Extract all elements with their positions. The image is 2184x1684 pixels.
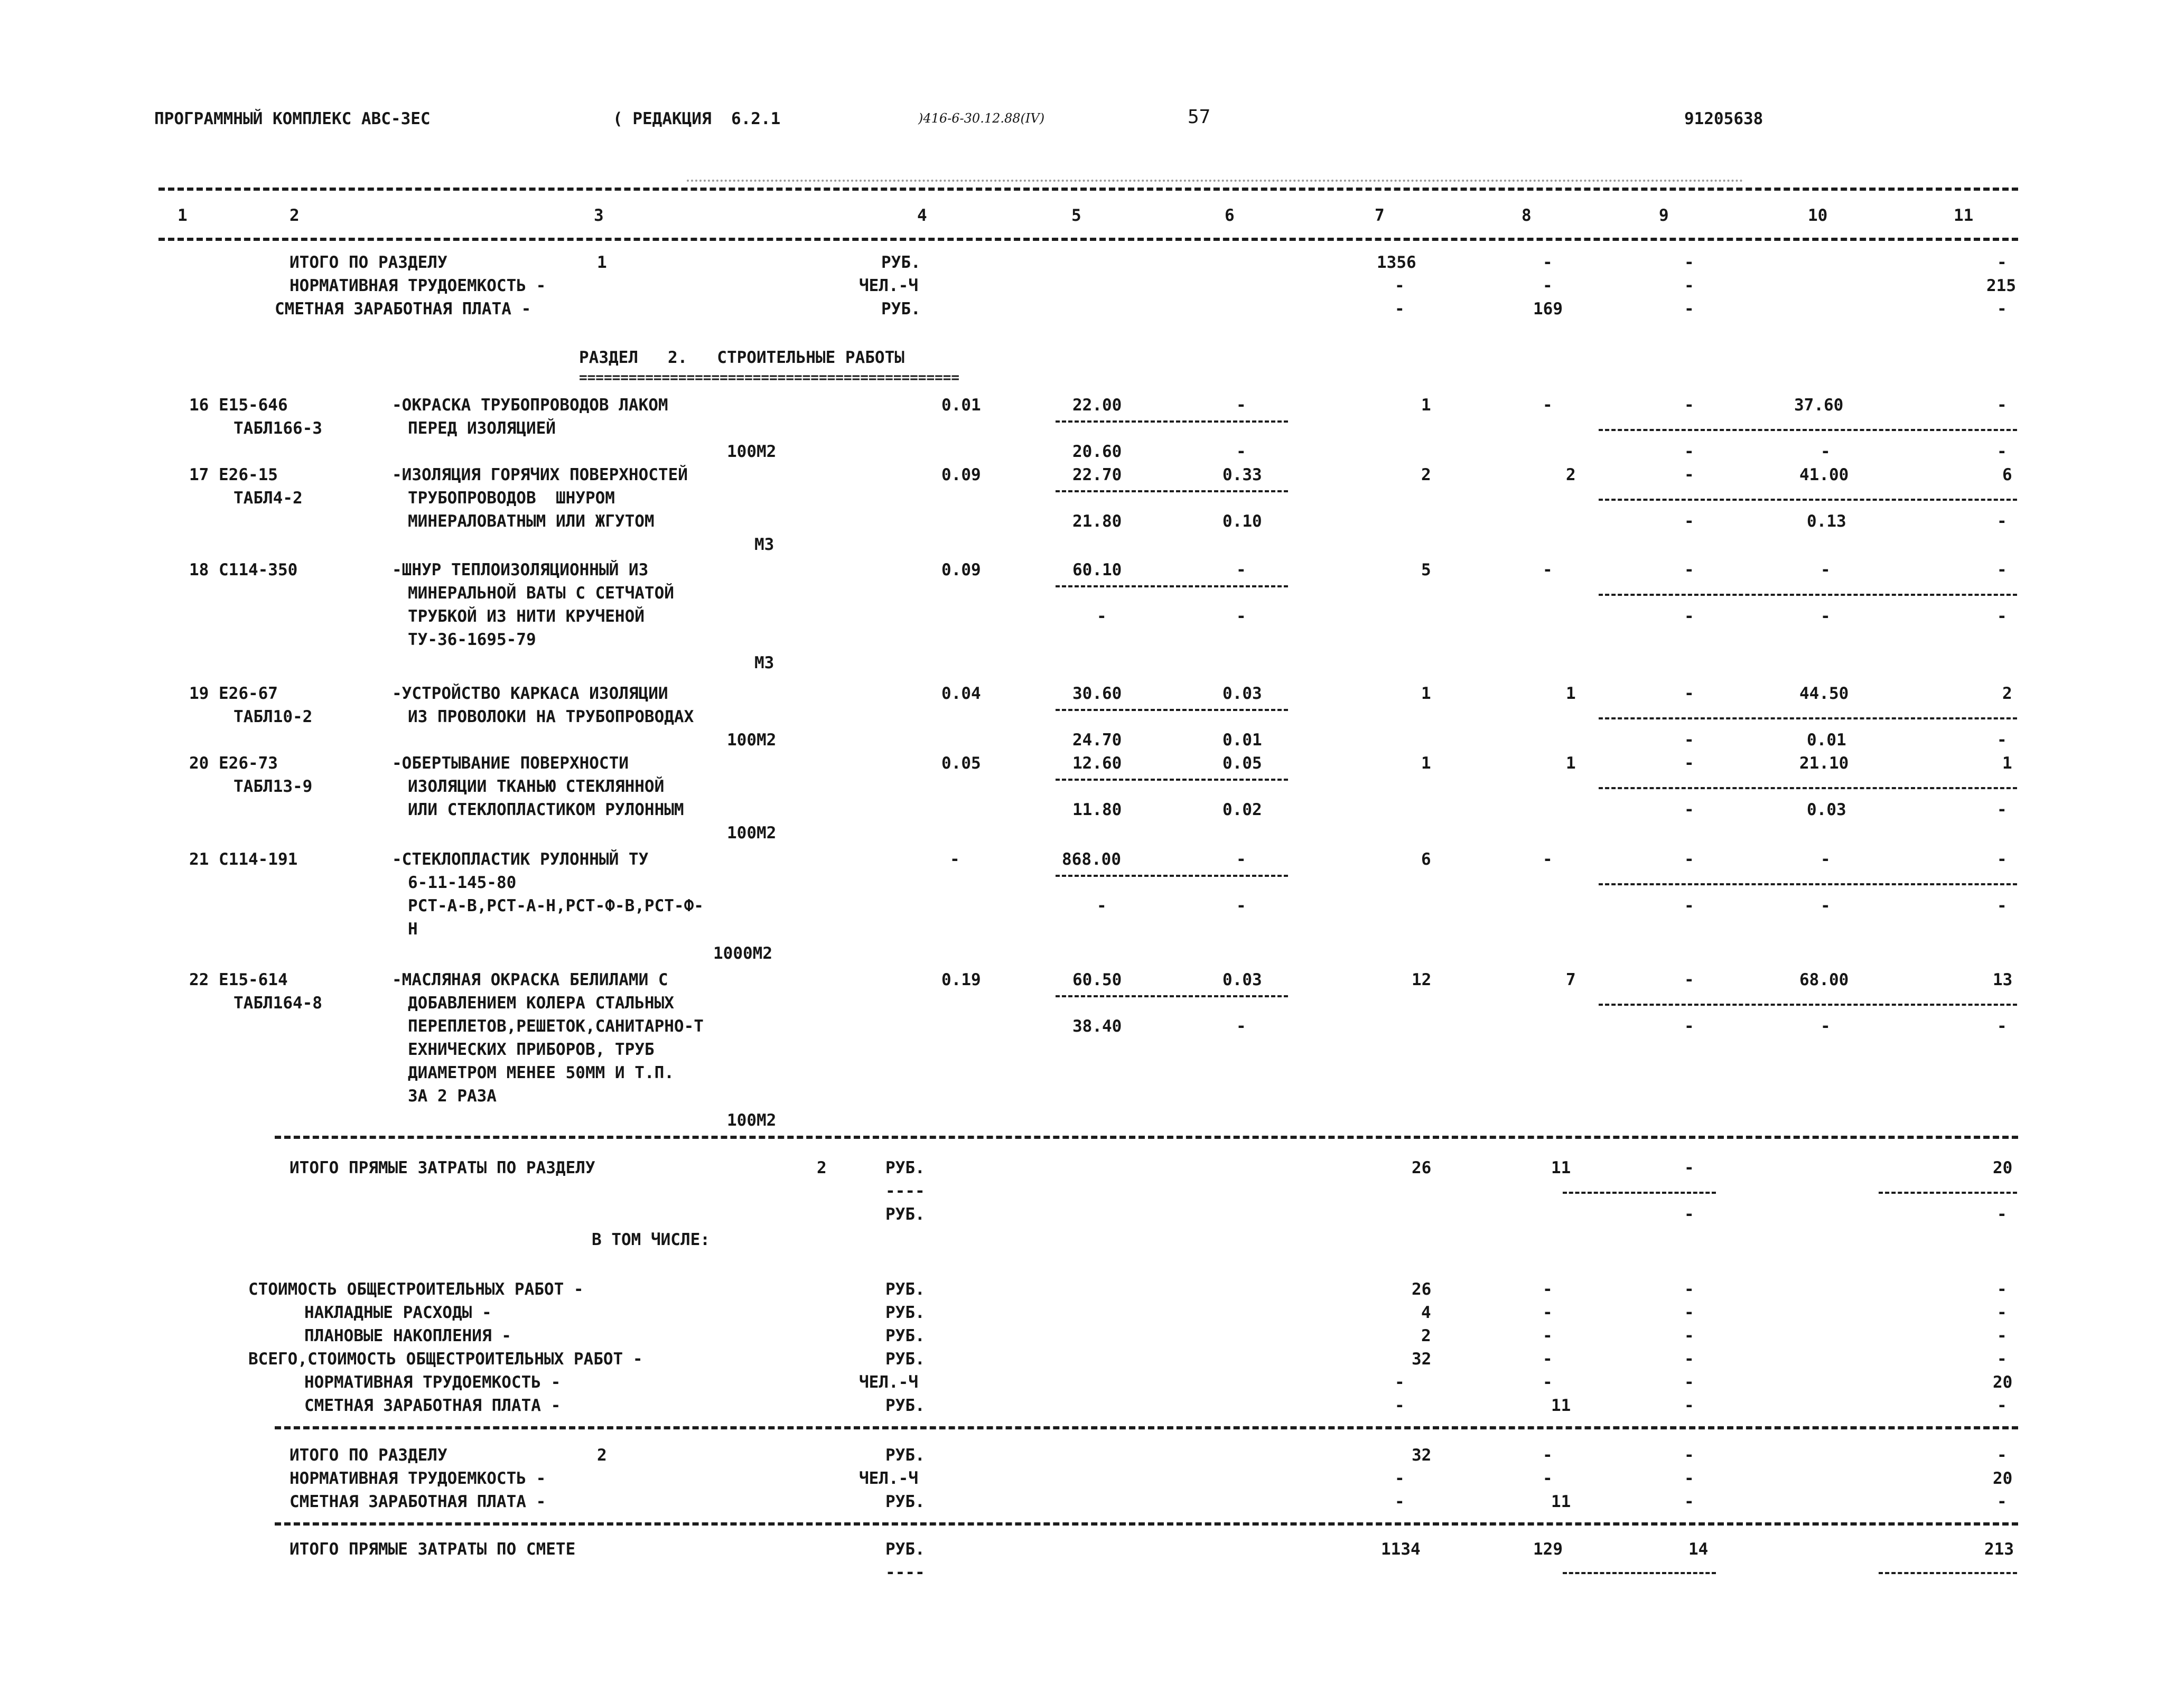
estimate-total-top-rule [275, 1522, 2018, 1526]
item19-c9: - [1684, 684, 1694, 703]
item20-price: 12.60 [1072, 754, 1122, 773]
item16-wage: - [1236, 396, 1246, 415]
item18-qty: 0.09 [941, 560, 981, 579]
item20-c11-bottom: - [1997, 800, 2007, 819]
item22-desc-3: ПЕРЕПЛЕТОВ,РЕШЕТОК,САНИТАРНО-Т [408, 1017, 704, 1036]
item21-c9: - [1684, 850, 1694, 869]
breakdown-labor-label: НОРМАТИВНАЯ ТРУДОЕМКОСТЬ - [304, 1373, 561, 1392]
item21-unit: 1000М2 [713, 944, 772, 963]
item21-c9-bottom: - [1684, 896, 1694, 915]
estimate-total-c9-rule [1563, 1572, 1716, 1574]
item16-c9: - [1684, 396, 1694, 415]
item18-desc-1: -ШНУР ТЕПЛОИЗОЛЯЦИОННЫЙ ИЗ [392, 560, 649, 579]
item19-c10: 44.50 [1799, 684, 1849, 703]
item17-c10: 41.00 [1799, 465, 1849, 484]
item21-wage-bottom: - [1236, 896, 1246, 915]
s2-labor-c8: - [1543, 1469, 1553, 1488]
breakdown-savings-c11: - [1997, 1326, 2007, 1345]
item21-desc-2: 6-11-145-80 [408, 873, 517, 892]
breakdown-general-c8: - [1543, 1280, 1553, 1299]
s2-total-label: ИТОГО ПО РАЗДЕЛУ [290, 1446, 447, 1465]
item17-desc-3: МИНЕРАЛОВАТНЫМ ИЛИ ЖГУТОМ [408, 512, 655, 531]
item20-c9: - [1684, 754, 1694, 773]
item17-c10-bottom: 0.13 [1807, 512, 1846, 531]
breakdown-savings-c7: 2 [1421, 1326, 1431, 1345]
breakdown-overhead-c8: - [1543, 1303, 1553, 1322]
item19-number-code: 19 Е26-67 [189, 684, 278, 703]
item17-ref: ТАБЛ4-2 [234, 489, 303, 508]
item21-price-rule [1056, 875, 1288, 877]
breakdown-overhead-c11: - [1997, 1303, 2007, 1322]
direct-costs-top-rule [275, 1136, 2018, 1139]
item16-right-rule [1599, 429, 2017, 431]
item19-price-rule [1056, 709, 1288, 711]
item18-c8: - [1543, 560, 1553, 579]
item17-number-code: 17 Е26-15 [189, 465, 278, 484]
item22-price-rule [1056, 995, 1288, 997]
item18-price: 60.10 [1072, 560, 1122, 579]
item19-right-rule [1599, 717, 2017, 719]
s2-labor-c9: - [1684, 1469, 1694, 1488]
estimate-total-dashes: ---- [885, 1563, 925, 1582]
item18-c11-bottom: - [1997, 607, 2007, 626]
s1-total-unit: РУБ. [881, 253, 921, 272]
estimate-total-unit: РУБ. [885, 1540, 925, 1559]
item22-desc-6: ЗА 2 РАЗА [408, 1087, 497, 1106]
column-9: 9 [1659, 206, 1669, 225]
breakdown-total-c8: - [1543, 1350, 1553, 1369]
breakdown-labor-c11: 20 [1993, 1373, 2013, 1392]
item21-c7: 6 [1421, 850, 1431, 869]
breakdown-wage-c7: - [1395, 1396, 1405, 1415]
program-name: ПРОГРАММНЫЙ КОМПЛЕКС АВС-ЗЕС [154, 109, 431, 128]
s2-wage-c11: - [1997, 1492, 2007, 1511]
item17-unit: М3 [754, 535, 774, 554]
s2-total-c11: - [1997, 1446, 2007, 1465]
item19-c9-bottom: - [1684, 731, 1694, 750]
item18-number-code: 18 С114-350 [189, 560, 298, 579]
item21-price-bottom: - [1097, 896, 1107, 915]
item19-c11: 2 [2002, 684, 2012, 703]
item20-wage-bottom: 0.02 [1222, 800, 1262, 819]
s2-total-c8: - [1543, 1446, 1553, 1465]
column-3: 3 [594, 206, 604, 225]
item18-desc-4: ТУ-36-1695-79 [408, 630, 536, 649]
item18-price-rule [1056, 585, 1288, 587]
item22-c7: 12 [1412, 970, 1432, 989]
item17-c9-bottom: - [1684, 512, 1694, 531]
item22-right-rule [1599, 1004, 2017, 1006]
s2-labor-unit: ЧЕЛ.-Ч [859, 1469, 918, 1488]
item18-unit: М3 [754, 653, 774, 672]
item19-desc-2: ИЗ ПРОВОЛОКИ НА ТРУБОПРОВОДАХ [408, 707, 694, 726]
document-code: 91205638 [1684, 109, 1763, 128]
item19-c10-bottom: 0.01 [1807, 731, 1846, 750]
breakdown-labor-c7: - [1395, 1373, 1405, 1392]
s2-labor-c11: 20 [1993, 1469, 2013, 1488]
item17-c11: 6 [2002, 465, 2012, 484]
item20-desc-3: ИЛИ СТЕКЛОПЛАСТИКОМ РУЛОННЫМ [408, 800, 684, 819]
column-8: 8 [1522, 206, 1532, 225]
estimate-total-c11: 213 [1984, 1540, 2014, 1559]
direct-costs-c7: 26 [1412, 1158, 1432, 1177]
breakdown-general-label: СТОИМОСТЬ ОБЩЕСТРОИТЕЛЬНЫХ РАБОТ - [248, 1280, 584, 1299]
s2-wage-c7: - [1395, 1492, 1405, 1511]
s1-labor-unit: ЧЕЛ.-Ч [859, 276, 918, 295]
s1-total-c8: - [1543, 253, 1553, 272]
breakdown-overhead-c7: 4 [1421, 1303, 1431, 1322]
item18-right-rule [1599, 594, 2017, 596]
item22-number-code: 22 Е15-614 [189, 970, 288, 989]
s1-labor-label: НОРМАТИВНАЯ ТРУДОЕМКОСТЬ - [290, 276, 546, 295]
s2-wage-label: СМЕТНАЯ ЗАРАБОТНАЯ ПЛАТА - [290, 1492, 546, 1511]
breakdown-overhead-unit: РУБ. [885, 1303, 925, 1322]
item16-wage-bottom: - [1236, 442, 1246, 461]
item19-c8: 1 [1566, 684, 1576, 703]
item17-c9: - [1684, 465, 1694, 484]
item22-c9-bottom: - [1684, 1017, 1694, 1036]
item16-qty: 0.01 [941, 396, 981, 415]
s1-wage-c11: - [1997, 300, 2007, 319]
s1-labor-c7: - [1395, 276, 1405, 295]
s2-total-c7: 32 [1412, 1446, 1432, 1465]
breakdown-wage-label: СМЕТНАЯ ЗАРАБОТНАЯ ПЛАТА - [304, 1396, 561, 1415]
s1-wage-label: СМЕТНАЯ ЗАРАБОТНАЯ ПЛАТА - [275, 300, 531, 319]
item18-c10: - [1821, 560, 1831, 579]
column-4: 4 [917, 206, 927, 225]
s2-totals-top-rule [275, 1426, 2018, 1429]
s2-wage-unit: РУБ. [885, 1492, 925, 1511]
item20-right-rule [1599, 787, 2017, 789]
item17-c8: 2 [1566, 465, 1576, 484]
item17-desc-2: ТРУБОПРОВОДОВ ШНУРОМ [408, 489, 615, 508]
breakdown-total-c11: - [1997, 1350, 2007, 1369]
s1-total-c11: - [1997, 253, 2007, 272]
item19-price: 30.60 [1072, 684, 1122, 703]
s1-total-c7: 1356 [1377, 253, 1416, 272]
breakdown-total-c7: 32 [1412, 1350, 1432, 1369]
handwritten-note: )416-6-30.12.88(IV) [918, 111, 1045, 126]
item22-c10: 68.00 [1799, 970, 1849, 989]
direct-costs-c9-2: - [1684, 1205, 1694, 1224]
item16-price-bottom: 20.60 [1072, 442, 1122, 461]
column-11: 11 [1954, 206, 1974, 225]
item16-c9-bottom: - [1684, 442, 1694, 461]
s1-total-label: ИТОГО ПО РАЗДЕЛУ [290, 253, 447, 272]
item18-desc-2: МИНЕРАЛЬНОЙ ВАТЫ С СЕТЧАТОЙ [408, 584, 674, 603]
item16-price-rule [1056, 420, 1288, 423]
item20-ref: ТАБЛ13-9 [234, 777, 313, 796]
breakdown-savings-c9: - [1684, 1326, 1694, 1345]
breakdown-wage-c9: - [1684, 1396, 1694, 1415]
item17-wage: 0.33 [1222, 465, 1262, 484]
item16-desc-1: -ОКРАСКА ТРУБОПРОВОДОВ ЛАКОМ [392, 396, 668, 415]
breakdown-savings-unit: РУБ. [885, 1326, 925, 1345]
item16-c7: 1 [1421, 396, 1431, 415]
item20-c10-bottom: 0.03 [1807, 800, 1846, 819]
s2-total-num: 2 [597, 1446, 607, 1465]
item22-c11-bottom: - [1997, 1017, 2007, 1036]
direct-costs-num: 2 [817, 1158, 827, 1177]
item22-desc-5: ДИАМЕТРОМ МЕНЕЕ 50ММ И Т.П. [408, 1063, 674, 1082]
direct-costs-c11-2: - [1997, 1205, 2007, 1224]
item22-unit: 100М2 [727, 1111, 777, 1130]
s2-total-c9: - [1684, 1446, 1694, 1465]
column-1: 1 [178, 206, 188, 225]
direct-costs-unit: РУБ. [885, 1158, 925, 1177]
item22-c9: - [1684, 970, 1694, 989]
breakdown-general-unit: РУБ. [885, 1280, 925, 1299]
item21-right-rule [1599, 883, 2017, 885]
direct-costs-unit-2: РУБ. [885, 1205, 925, 1224]
estimate-total-c8: 129 [1533, 1540, 1563, 1559]
item19-ref: ТАБЛ10-2 [234, 707, 313, 726]
breakdown-general-c9: - [1684, 1280, 1694, 1299]
column-10: 10 [1808, 206, 1828, 225]
item18-c11: - [1997, 560, 2007, 579]
direct-costs-c11-rule [1879, 1192, 2017, 1194]
s1-wage-unit: РУБ. [881, 300, 921, 319]
s1-labor-c11: 215 [1986, 276, 2016, 295]
s1-wage-c7: - [1395, 300, 1405, 319]
estimate-total-c9: 14 [1688, 1540, 1709, 1559]
item21-c10: - [1821, 850, 1831, 869]
item22-price-bottom: 38.40 [1072, 1017, 1122, 1036]
direct-costs-c11: 20 [1993, 1158, 2013, 1177]
item18-c7: 5 [1421, 560, 1431, 579]
column-7: 7 [1375, 206, 1385, 225]
section-2-underline: ============================================== [579, 370, 960, 386]
item22-desc-4: ЕХНИЧЕСКИХ ПРИБОРОВ, ТРУБ [408, 1040, 655, 1059]
item21-number-code: 21 С114-191 [189, 850, 298, 869]
breakdown-labor-c9: - [1684, 1373, 1694, 1392]
breakdown-overhead-label: НАКЛАДНЫЕ РАСХОДЫ - [304, 1303, 492, 1322]
item18-wage-bottom: - [1236, 607, 1246, 626]
breakdown-total-c9: - [1684, 1350, 1694, 1369]
item17-c7: 2 [1421, 465, 1431, 484]
item19-wage-bottom: 0.01 [1222, 731, 1262, 750]
breakdown-wage-c11: - [1997, 1396, 2007, 1415]
s1-wage-c9: - [1684, 300, 1694, 319]
item22-wage: 0.03 [1222, 970, 1262, 989]
item21-wage: - [1236, 850, 1246, 869]
s1-labor-c9: - [1684, 276, 1694, 295]
item16-unit: 100М2 [727, 442, 777, 461]
item20-c10: 21.10 [1799, 754, 1849, 773]
item18-c9-bottom: - [1684, 607, 1694, 626]
header-dotted-rule [687, 180, 1743, 182]
estimate-total-label: ИТОГО ПРЯМЫЕ ЗАТРАТЫ ПО СМЕТЕ [290, 1540, 576, 1559]
header-top-rule [158, 188, 2018, 191]
item17-price-bottom: 21.80 [1072, 512, 1122, 531]
section-2-title: РАЗДЕЛ 2. СТРОИТЕЛЬНЫЕ РАБОТЫ [579, 348, 904, 367]
item22-c11: 13 [1993, 970, 2013, 989]
item20-qty: 0.05 [941, 754, 981, 773]
including-label: В ТОМ ЧИСЛЕ: [592, 1230, 710, 1249]
item22-desc-1: -МАСЛЯНАЯ ОКРАСКА БЕЛИЛАМИ С [392, 970, 668, 989]
item22-desc-2: ДОБАВЛЕНИЕМ КОЛЕРА СТАЛЬНЫХ [408, 994, 674, 1013]
breakdown-wage-c8: 11 [1551, 1396, 1571, 1415]
item18-c10-bottom: - [1821, 607, 1831, 626]
estimate-total-c11-rule [1879, 1572, 2017, 1574]
item18-price-bottom: - [1097, 607, 1107, 626]
breakdown-savings-label: ПЛАНОВЫЕ НАКОПЛЕНИЯ - [304, 1326, 511, 1345]
s1-wage-c8: 169 [1533, 300, 1563, 319]
direct-costs-c9: - [1684, 1158, 1694, 1177]
item18-wage: - [1236, 560, 1246, 579]
item19-desc-1: -УСТРОЙСТВО КАРКАСА ИЗОЛЯЦИИ [392, 684, 668, 703]
item20-number-code: 20 Е26-73 [189, 754, 278, 773]
s1-total-c9: - [1684, 253, 1694, 272]
item21-c8: - [1543, 850, 1553, 869]
breakdown-overhead-c9: - [1684, 1303, 1694, 1322]
item22-price: 60.50 [1072, 970, 1122, 989]
item21-qty: - [950, 850, 960, 869]
item21-desc-4: Н [408, 920, 418, 939]
breakdown-total-unit: РУБ. [885, 1350, 925, 1369]
breakdown-general-c7: 26 [1412, 1280, 1432, 1299]
s1-labor-c8: - [1543, 276, 1553, 295]
item17-price: 22.70 [1072, 465, 1122, 484]
estimate-total-c7: 1134 [1381, 1540, 1421, 1559]
item16-ref: ТАБЛ166-3 [234, 419, 322, 438]
item20-price-rule [1056, 779, 1288, 781]
breakdown-labor-c8: - [1543, 1373, 1553, 1392]
item17-desc-1: -ИЗОЛЯЦИЯ ГОРЯЧИХ ПОВЕРХНОСТЕЙ [392, 465, 688, 484]
item22-c10-bottom: - [1821, 1017, 1831, 1036]
item18-desc-3: ТРУБКОЙ ИЗ НИТИ КРУЧЕНОЙ [408, 607, 645, 626]
header-bottom-rule [158, 238, 2018, 241]
item17-price-rule [1056, 490, 1288, 492]
direct-costs-c8: 11 [1551, 1158, 1571, 1177]
item19-wage: 0.03 [1222, 684, 1262, 703]
item17-c11-bottom: - [1997, 512, 2007, 531]
item16-desc-2: ПЕРЕД ИЗОЛЯЦИЕЙ [408, 419, 556, 438]
item16-c10: 37.60 [1794, 396, 1844, 415]
item20-c11: 1 [2002, 754, 2012, 773]
item20-unit: 100М2 [727, 824, 777, 843]
item16-c10-bottom: - [1821, 442, 1831, 461]
s2-labor-c7: - [1395, 1469, 1405, 1488]
column-6: 6 [1225, 206, 1235, 225]
s2-wage-c9: - [1684, 1492, 1694, 1511]
breakdown-general-c11: - [1997, 1280, 2007, 1299]
item21-c10-bottom: - [1821, 896, 1831, 915]
breakdown-savings-c8: - [1543, 1326, 1553, 1345]
item22-ref: ТАБЛ164-8 [234, 994, 322, 1013]
item16-c11: - [1997, 396, 2007, 415]
column-5: 5 [1071, 206, 1081, 225]
s1-total-num: 1 [597, 253, 607, 272]
item17-right-rule [1599, 499, 2017, 501]
item19-qty: 0.04 [941, 684, 981, 703]
item18-c9: - [1684, 560, 1694, 579]
item21-desc-3: РСТ-А-В,РСТ-А-Н,РСТ-Ф-В,РСТ-Ф- [408, 896, 704, 915]
direct-costs-label: ИТОГО ПРЯМЫЕ ЗАТРАТЫ ПО РАЗДЕЛУ [290, 1158, 595, 1177]
breakdown-wage-unit: РУБ. [885, 1396, 925, 1415]
item20-desc-1: -ОБЕРТЫВАНИЕ ПОВЕРХНОСТИ [392, 754, 629, 773]
item20-price-bottom: 11.80 [1072, 800, 1122, 819]
item19-price-bottom: 24.70 [1072, 731, 1122, 750]
item22-wage-bottom: - [1236, 1017, 1246, 1036]
page-number: 57 [1188, 106, 1211, 128]
item16-c8: - [1543, 396, 1553, 415]
direct-costs-dashes: ---- [885, 1182, 925, 1201]
item21-price: 868.00 [1062, 850, 1121, 869]
item19-c11-bottom: - [1997, 731, 2007, 750]
item21-c11-bottom: - [1997, 896, 2007, 915]
item17-wage-bottom: 0.10 [1222, 512, 1262, 531]
column-2: 2 [290, 206, 300, 225]
item19-unit: 100М2 [727, 731, 777, 750]
breakdown-labor-unit: ЧЕЛ.-Ч [859, 1373, 918, 1392]
s2-labor-label: НОРМАТИВНАЯ ТРУДОЕМКОСТЬ - [290, 1469, 546, 1488]
item19-c7: 1 [1421, 684, 1431, 703]
item20-c8: 1 [1566, 754, 1576, 773]
item21-desc-1: -СТЕКЛОПЛАСТИК РУЛОННЫЙ ТУ [392, 850, 649, 869]
item20-desc-2: ИЗОЛЯЦИИ ТКАНЬЮ СТЕКЛЯННОЙ [408, 777, 665, 796]
item22-qty: 0.19 [941, 970, 981, 989]
s2-wage-c8: 11 [1551, 1492, 1571, 1511]
item21-c11: - [1997, 850, 2007, 869]
item20-c9-bottom: - [1684, 800, 1694, 819]
item16-price: 22.00 [1072, 396, 1122, 415]
s2-total-unit: РУБ. [885, 1446, 925, 1465]
item20-wage: 0.05 [1222, 754, 1262, 773]
breakdown-total-label: ВСЕГО,СТОИМОСТЬ ОБЩЕСТРОИТЕЛЬНЫХ РАБОТ - [248, 1350, 643, 1369]
item22-c8: 7 [1566, 970, 1576, 989]
direct-costs-c9-rule [1563, 1192, 1716, 1194]
item17-qty: 0.09 [941, 465, 981, 484]
edition-label: ( РЕДАКЦИЯ 6.2.1 [613, 109, 781, 128]
item16-number-code: 16 Е15-646 [189, 396, 288, 415]
item20-c7: 1 [1421, 754, 1431, 773]
item16-c11-bottom: - [1997, 442, 2007, 461]
